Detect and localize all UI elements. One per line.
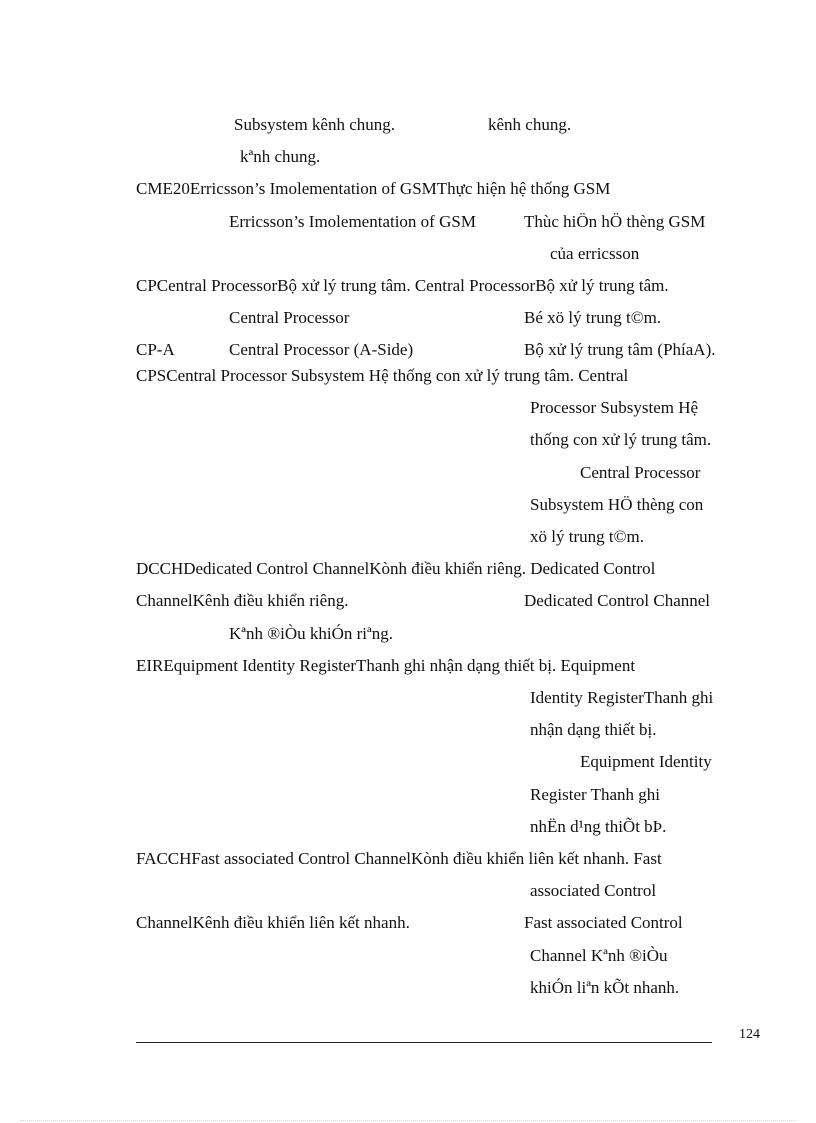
text-line: Bộ xử lý trung tâm (PhíaA). bbox=[524, 340, 716, 359]
glossary-entry-dcch: DCCHDedicated Control ChannelKònh điều khiển riêng. Dedicated Control bbox=[136, 559, 656, 578]
text-line: Thùc hiÖn hÖ thèng GSM bbox=[524, 212, 706, 231]
text-line: kênh chung. bbox=[488, 115, 572, 134]
text-line: Central Processor bbox=[229, 308, 350, 327]
text-line: Register Thanh ghi bbox=[530, 785, 660, 804]
text-line: Kªnh ®iÒu khiÓn riªng. bbox=[229, 624, 393, 643]
text-line: Channel Kªnh ®iÒu bbox=[530, 946, 668, 965]
page-number: 124 bbox=[739, 1027, 760, 1042]
glossary-entry-cp: CPCentral ProcessorBộ xử lý trung tâm. Central ProcessorBộ xử lý trung tâm. bbox=[136, 276, 669, 295]
text-line: Processor Subsystem Hệ bbox=[530, 398, 699, 417]
text-line: nhận dạng thiết bị. bbox=[530, 720, 657, 739]
text-line: xö lý trung t©m. bbox=[530, 527, 644, 546]
glossary-entry-cme20: CME20Erricsson’s Imolementation of GSMThực hiện hệ thống GSM bbox=[136, 179, 611, 198]
text-line: Dedicated Control Channel bbox=[524, 591, 711, 610]
glossary-entry-cps: CPSCentral Processor Subsystem Hệ thống con xử lý trung tâm. Central bbox=[136, 366, 629, 385]
text-line: nhËn d¹ng thiÕt bÞ. bbox=[530, 817, 667, 836]
text-line: Identity RegisterThanh ghi bbox=[530, 688, 714, 707]
text-line: ChannelKênh điều khiển liên kết nhanh. bbox=[136, 913, 410, 932]
page-bottom-dotted-rule bbox=[20, 1120, 796, 1121]
text-line: Erricsson’s Imolementation of GSM bbox=[229, 212, 476, 231]
text-line: Bé xö lý trung t©m. bbox=[524, 308, 662, 327]
text-line: associated Control bbox=[530, 881, 657, 900]
text-line: Equipment Identity bbox=[580, 752, 712, 771]
text-line: Fast associated Control bbox=[524, 913, 683, 932]
text-line: khiÓn liªn kÕt nhanh. bbox=[530, 978, 680, 997]
text-line: Central Processor bbox=[580, 463, 701, 482]
glossary-entry-facch: FACCHFast associated Control ChannelKònh điều khiển liên kết nhanh. Fast bbox=[136, 849, 662, 868]
text-line: kªnh chung. bbox=[240, 147, 321, 166]
text-line: ChannelKênh điều khiển riêng. bbox=[136, 591, 349, 610]
glossary-term-cp-a: CP-A bbox=[136, 340, 175, 359]
text-line: thống con xử lý trung tâm. bbox=[530, 430, 712, 449]
footer-divider bbox=[136, 1042, 712, 1043]
glossary-entry-eir: EIREquipment Identity RegisterThanh ghi nhận dạng thiết bị. Equipment bbox=[136, 656, 636, 675]
text-line: Subsystem HÖ thèng con bbox=[530, 495, 704, 514]
text-line: của erricsson bbox=[550, 244, 640, 263]
text-line: Subsystem kênh chung. bbox=[234, 115, 396, 134]
text-line: Central Processor (A-Side) bbox=[229, 340, 414, 359]
